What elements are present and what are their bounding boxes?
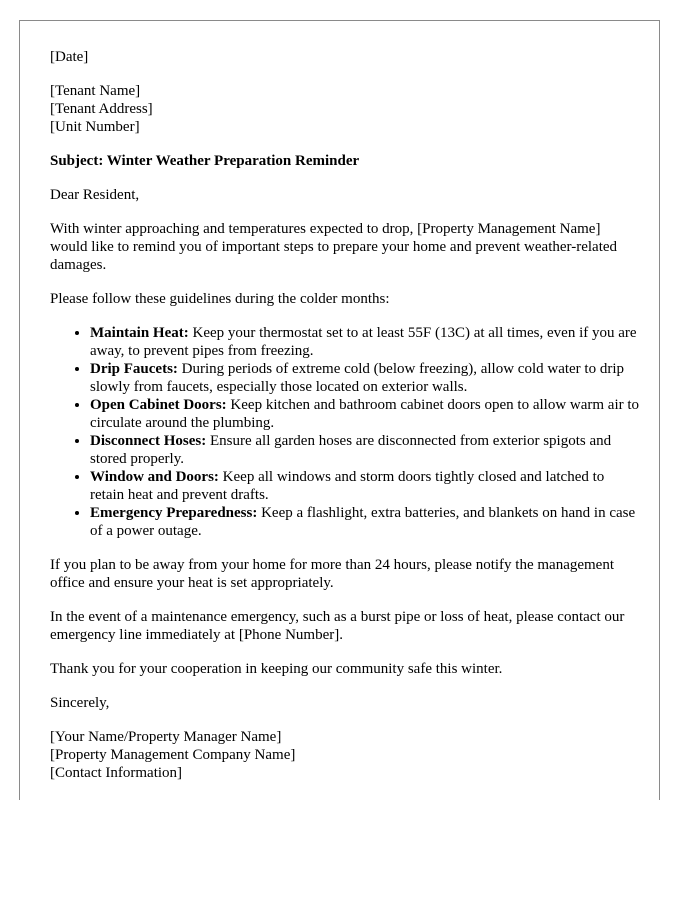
guideline-term: Emergency Preparedness: — [90, 505, 258, 521]
guideline-term: Open Cabinet Doors: — [90, 397, 227, 413]
away-notice: If you plan to be away from your home for more than 24 hours, please notify the management office and ensure your heat is set appropriately. — [50, 557, 615, 591]
letter-date: [Date] — [50, 49, 89, 65]
salutation: Dear Resident, — [50, 187, 140, 203]
guideline-term: Window and Doors: — [90, 469, 219, 485]
list-item — [90, 396, 640, 432]
guidelines-intro: Please follow these guidelines during the colder months: — [50, 291, 390, 307]
signature-contact: [Contact Information] — [50, 765, 183, 781]
letter-body — [50, 48, 640, 782]
letter-subject: Subject: Winter Weather Preparation Reminder — [50, 153, 360, 169]
guideline-term: Drip Faucets: — [90, 361, 178, 377]
closing: Sincerely, — [50, 695, 110, 711]
list-item — [90, 324, 640, 360]
letter-page — [19, 20, 660, 800]
guideline-text: Keep all windows and storm doors tightly closed and latched to retain heat and prevent drafts. — [90, 469, 605, 503]
guideline-text: Keep kitchen and bathroom cabinet doors open to allow warm air to circulate around the plumbing. — [90, 397, 640, 431]
intro-paragraph: With winter approaching and temperatures expected to drop, [Property Management Name] would like to remind you of important steps to prepare your home and prevent weather-related damages. — [50, 221, 618, 273]
guideline-text: Keep your thermostat set to at least 55F (13C) at all times, even if you are away, to prevent pipes from freezing. — [90, 325, 637, 359]
guideline-text: Ensure all garden hoses are disconnected from exterior spigots and stored properly. — [90, 433, 612, 467]
guideline-term: Maintain Heat: — [90, 325, 189, 341]
guidelines-list — [50, 324, 640, 540]
list-item — [90, 432, 640, 468]
recipient-name: [Tenant Name] — [50, 83, 141, 99]
thanks-paragraph: Thank you for your cooperation in keeping our community safe this winter. — [50, 661, 503, 677]
signature-company: [Property Management Company Name] — [50, 747, 296, 763]
recipient-unit: [Unit Number] — [50, 119, 140, 135]
list-item — [90, 468, 640, 504]
recipient-address: [Tenant Address] — [50, 101, 153, 117]
guideline-term: Disconnect Hoses: — [90, 433, 207, 449]
signature-block — [50, 728, 640, 782]
guideline-text: During periods of extreme cold (below freezing), allow cold water to drip slowly from faucets, especially those located on exterior walls. — [90, 361, 625, 395]
recipient-block — [50, 82, 640, 136]
list-item — [90, 504, 640, 540]
guideline-text: Keep a flashlight, extra batteries, and blankets on hand in case of a power outage. — [90, 505, 636, 539]
list-item — [90, 360, 640, 396]
signature-name: [Your Name/Property Manager Name] — [50, 729, 282, 745]
emergency-notice: In the event of a maintenance emergency, such as a burst pipe or loss of heat, please contact our emergency line immediately at [Phone Number]. — [50, 609, 625, 643]
